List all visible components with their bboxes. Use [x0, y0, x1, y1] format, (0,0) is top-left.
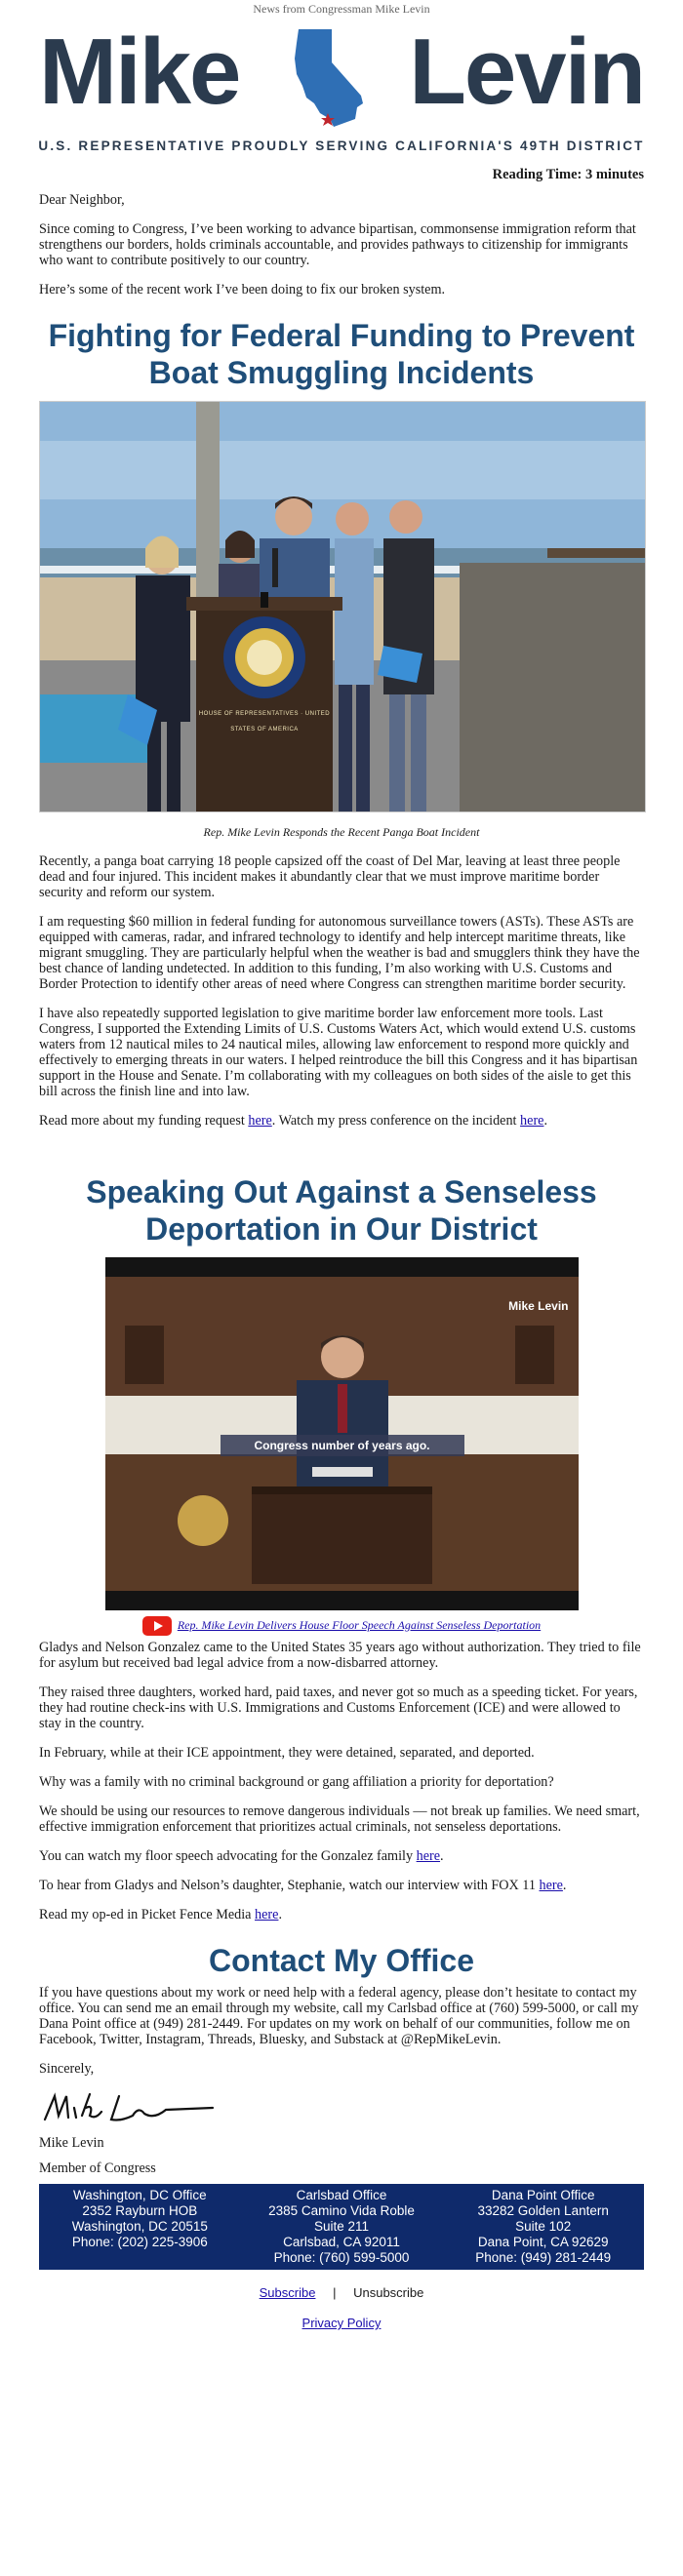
logo-last-name: Levin	[409, 20, 644, 124]
office-phone: Phone: (760) 599-5000	[273, 2250, 410, 2265]
op-ed-suffix: .	[278, 1907, 282, 1922]
intro-paragraph: Since coming to Congress, I’ve been working to advance bipartisan, commonsense immigration reform that strengthens our borders, holds criminals accountable, and provides pathways to citizenship for immigrants who want to contribute positively to our country.	[39, 221, 636, 268]
office-city: Dana Point, CA 92629	[477, 2235, 609, 2249]
youtube-play-icon[interactable]	[142, 1616, 172, 1636]
section2-paragraph-4: Why was a family with no criminal background or gang affiliation a priority for deportation?	[39, 1774, 554, 1790]
section2-paragraph-2: They raised three daughters, worked hard, paid taxes, and never got so much as a speeding ticket. For years, they had routine check-ins with U.S. Immigrations and Customs Enforcement (ICE) and were allowed to stay in the country.	[39, 1684, 638, 1731]
section1-paragraph-1: Recently, a panga boat carrying 18 people capsized off the coast of Del Mar, leaving at least three people dead and four injured. This incident makes it abundantly clear that we must improve maritime border security and reform our system.	[39, 853, 621, 900]
floor-speech-text: You can watch my floor speech advocating for the Gonzalez family	[39, 1848, 417, 1864]
office-carlsbad	[241, 2188, 443, 2266]
california-state-icon	[285, 25, 373, 133]
floor-speech-video-link[interactable]: Rep. Mike Levin Delivers House Floor Speech Against Senseless Deportation	[177, 1617, 542, 1632]
video-channel-logo: Mike Levin	[508, 1299, 569, 1313]
funding-request-link[interactable]: here	[248, 1113, 272, 1129]
read-more-suffix: .	[543, 1113, 548, 1129]
newsletter-body	[39, 167, 644, 2176]
op-ed-link[interactable]: here	[255, 1907, 279, 1922]
logo-first-name: Mike	[39, 20, 240, 124]
read-more-text: Read more about my funding request	[39, 1113, 249, 1129]
contact-paragraph: If you have questions about my work or need help with a federal agency, please don’t hesitate to contact my office. You can send me an email through my website, call my Carlsbad office at (760) 599-5000, or call my Dana Point office at (949) 281-2449. For updates on my work on behalf of our communities, follow me on Facebook, Twitter, Instagram, Threads, Bluesky, and Substack at @RepMikeLevin.	[39, 1985, 639, 2047]
office-suite: Suite 102	[515, 2219, 572, 2234]
privacy-row	[0, 2316, 683, 2330]
section-title-boat-smuggling: Fighting for Federal Funding to Prevent Boat Smuggling Incidents	[48, 318, 635, 390]
floor-speech-suffix: .	[440, 1848, 444, 1864]
press-conference-illustration	[40, 402, 645, 812]
office-suite: Suite 211	[313, 2219, 370, 2234]
intro-paragraph-2: Here’s some of the recent work I’ve been doing to fix our broken system.	[39, 282, 446, 297]
fox11-text: To hear from Gladys and Nelson’s daughter, Stephanie, watch our interview with FOX 11	[39, 1878, 540, 1893]
office-dana-point	[442, 2188, 644, 2266]
office-phone: Phone: (949) 281-2449	[475, 2250, 612, 2265]
fox11-suffix: .	[562, 1878, 567, 1893]
link-separator: |	[333, 2285, 337, 2300]
video-caption	[39, 1616, 644, 1636]
floor-speech-video[interactable]	[105, 1257, 579, 1610]
closing: Sincerely,	[39, 2061, 95, 2077]
signature	[39, 2086, 644, 2129]
press-conference-photo	[39, 401, 646, 812]
preheader-text: News from Congressman Mike Levin	[253, 2, 430, 16]
op-ed-text: Read my op-ed in Picket Fence Media	[39, 1907, 256, 1922]
section2-paragraph-8	[39, 1907, 644, 1922]
section1-read-more	[39, 1113, 644, 1129]
subscribe-link[interactable]: Subscribe	[259, 2285, 316, 2300]
section2-paragraph-1: Gladys and Nelson Gonzalez came to the United States 35 years ago without authorization. They tried to file for asylum but received bad legal advice from a now-disbarred attorney.	[39, 1640, 641, 1671]
fox11-interview-link[interactable]: here	[539, 1878, 563, 1893]
office-name: Dana Point Office	[491, 2188, 595, 2202]
section-title-deportation: Speaking Out Against a Senseless Deportation in Our District	[86, 1174, 597, 1247]
office-city: Washington, DC 20515	[71, 2219, 208, 2234]
office-address: 2385 Camino Vida Roble	[268, 2203, 415, 2218]
subscription-links	[0, 2285, 683, 2300]
floor-speech-link[interactable]: here	[416, 1848, 441, 1864]
privacy-policy-link[interactable]: Privacy Policy	[301, 2316, 382, 2330]
section2-paragraph-7	[39, 1878, 644, 1893]
office-phone: Phone: (202) 225-3906	[71, 2235, 208, 2249]
section2-paragraph-5: We should be using our resources to remove dangerous individuals — not break up families. We need smart, effective immigration enforcement that prioritizes actual criminals, not senseless deportations.	[39, 1803, 640, 1835]
signer-role: Member of Congress	[39, 2160, 156, 2176]
office-dc	[39, 2188, 241, 2266]
section2-paragraph-3: In February, while at their ICE appointment, they were detained, separated, and deported.	[39, 1745, 535, 1761]
photo-caption: Rep. Mike Levin Responds the Recent Panga Boat Incident	[203, 825, 480, 839]
office-name: Carlsbad Office	[296, 2188, 387, 2202]
greeting: Dear Neighbor,	[39, 192, 125, 208]
unsubscribe-link[interactable]: Unsubscribe	[353, 2285, 424, 2300]
office-name: Washington, DC Office	[73, 2188, 207, 2202]
office-footer	[39, 2184, 644, 2270]
signer-name: Mike Levin	[39, 2135, 104, 2151]
office-address: 33282 Golden Lantern	[477, 2203, 609, 2218]
section2-paragraph-6	[39, 1848, 644, 1864]
office-city: Carlsbad, CA 92011	[283, 2235, 400, 2249]
reading-time: Reading Time: 3 minutes	[492, 167, 644, 182]
district-tagline: U.S. REPRESENTATIVE PROUDLY SERVING CALIFORNIA'S 49TH DISTRICT	[38, 139, 645, 153]
section-title-contact: Contact My Office	[208, 1943, 475, 1978]
press-conference-link[interactable]: here	[520, 1113, 544, 1129]
floor-speech-thumbnail	[105, 1257, 579, 1610]
signature-image	[39, 2086, 215, 2129]
read-more-mid-text: . Watch my press conference on the incident	[271, 1113, 521, 1129]
video-subtitle: Congress number of years ago.	[254, 1439, 430, 1452]
masthead-logo	[39, 18, 644, 135]
section1-paragraph-2: I am requesting $60 million in federal funding for autonomous surveillance towers (ASTs). These ASTs are equipped with cameras, radar, and infrared technology to identify and help intercept maritime threats, like migrant smuggling. They are particularly helpful when the weather is bad and smugglers think they have the best chance of landing undetected. In addition to this funding, I’m also working with U.S. Customs and Border Protection to identify other areas of need where Congress can strengthen maritime border security.	[39, 914, 640, 992]
office-address: 2352 Rayburn HOB	[82, 2203, 198, 2218]
podium-seal-text: HOUSE OF REPRESENTATIVES · UNITED STATES OF AMERICA	[198, 711, 331, 733]
section1-paragraph-3: I have also repeatedly supported legislation to give maritime border law enforcement more tools. Last Congress, I supported the Extending Limits of U.S. Customs Waters Act, which would extend U.S. customs waters from 12 nautical miles to 24 nautical miles, allowing law enforcement to respond more quickly and effectively to emerging threats in our waters. I helped reintroduce the bill this Congress and it has bipartisan support in the House and Senate. I’m collaborating with my colleagues on both sides of the aisle to get this bill across the finish line and into law.	[39, 1006, 638, 1099]
